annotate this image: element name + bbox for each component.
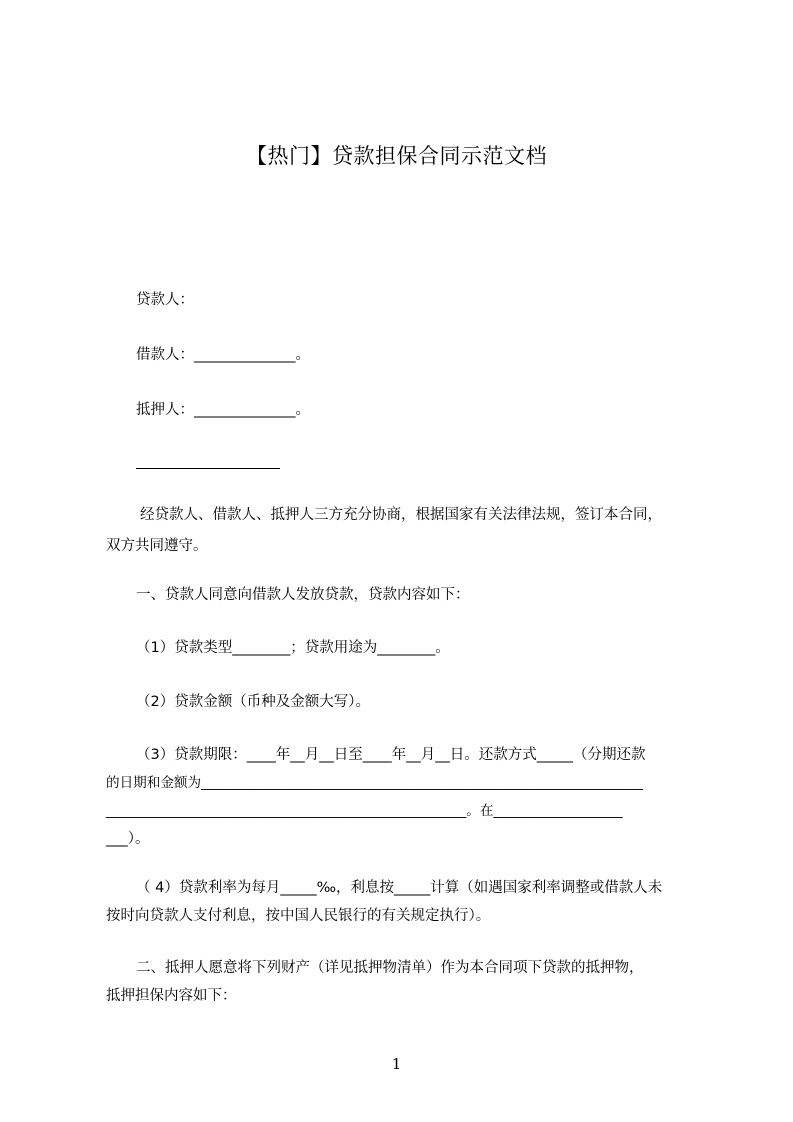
- section2-line2: 抵押担保内容如下：: [106, 988, 237, 1004]
- signature-blank-line: [136, 468, 280, 469]
- section1-item4-line1: （ 4）贷款利率为每月_____‰，利息按_____计算（如遇国家利率调整或借款人未: [136, 880, 663, 896]
- section2-line1: 二、抵押人愿意将下列财产（详见抵押物清单）作为本合同项下贷款的抵押物，: [136, 960, 644, 976]
- lender-line: 贷款人：: [136, 292, 194, 308]
- page-number: 1: [391, 1055, 402, 1073]
- section1-item3-line4: ___）。: [106, 831, 150, 847]
- section1-item3-line1: （3）贷款期限：____年__月__日至____年__月__日。还款方式_____（分期还款: [136, 747, 646, 763]
- preamble-line-2: 双方共同遵守。: [106, 538, 208, 554]
- mortgagor-line: 抵押人：______________。: [136, 402, 310, 418]
- section1-item3-line2: 的日期和金额为_________________________________________________________________: [106, 775, 643, 791]
- borrower-line: 借款人：______________。: [136, 347, 310, 363]
- document-title: 【热门】贷款担保合同示范文档: [246, 144, 547, 168]
- section1-item1: （1）贷款类型________；贷款用途为________。: [136, 640, 450, 656]
- section1-item3-line3: _____________________________________________________。在___________________: [106, 803, 623, 819]
- section1-item4-line2: 按时向贷款人支付利息，按中国人民银行的有关规定执行）。: [106, 908, 491, 924]
- preamble-line-1: 经贷款人、借款人、抵押人三方充分协商，根据国家有关法律法规，签订本合同，: [140, 507, 662, 523]
- section1-item2: （2）贷款金额（币种及金额大写）。: [136, 694, 370, 710]
- section1-heading: 一、贷款人同意向借款人发放贷款，贷款内容如下：: [136, 587, 470, 603]
